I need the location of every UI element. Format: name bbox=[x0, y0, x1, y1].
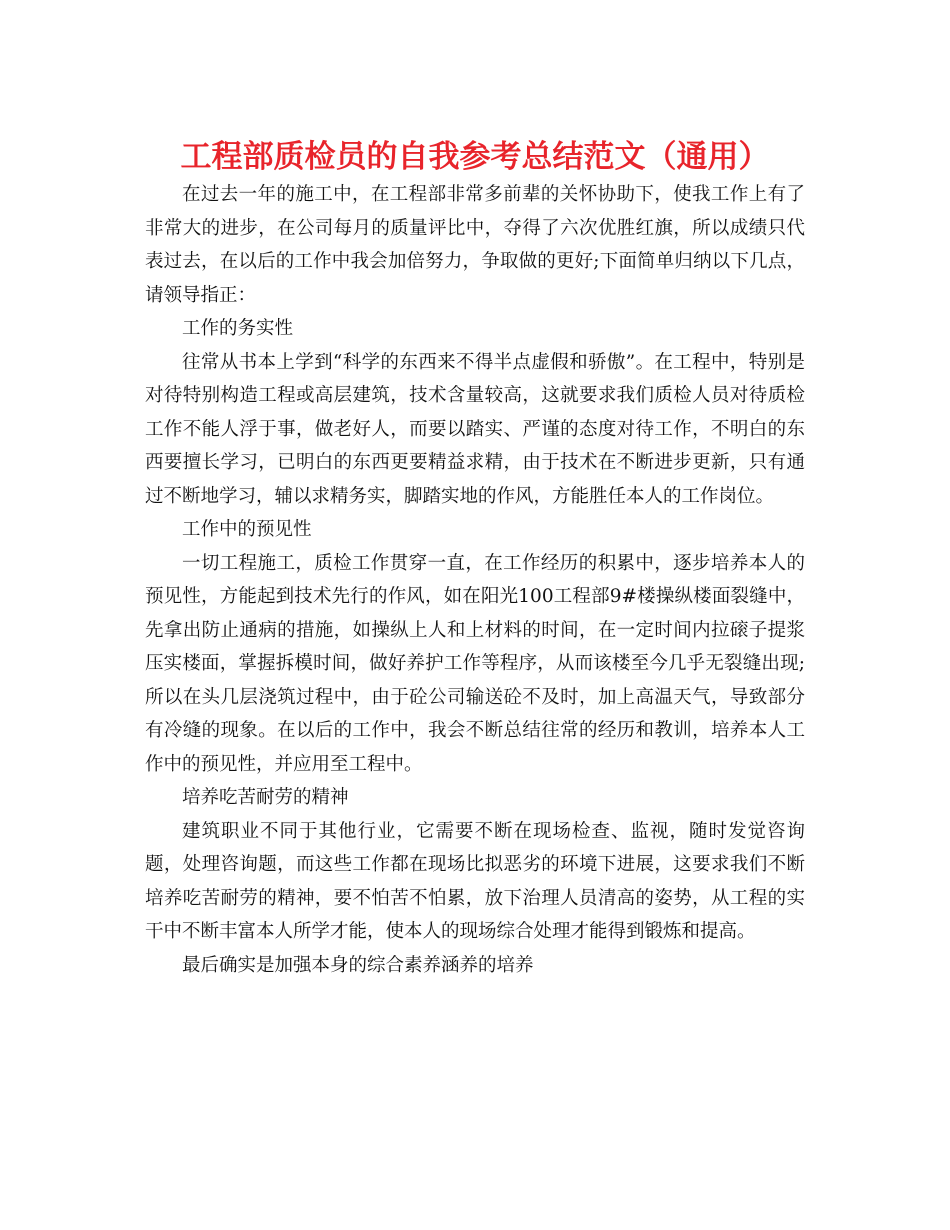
section-heading-foresight: 工作中的预见性 bbox=[182, 519, 312, 540]
paragraph-foresight: 一切工程施工，质检工作贯穿一直，在工作经历的积累中，逐步培养本人的预见性，方能起到技术先行的作风，如在阳光100工程部9#楼操纵楼面裂缝中，先拿出防止通病的措施，如操纵上人和上材料的时间，在一定时间内拉磙子提浆压实楼面，掌握拆模时间，做好养护工作等程序，从而该楼至今几乎无裂缝出现;所以在头几层浇筑过程中，由于砼公司输送砼不及时，加上高温天气，导致部分有冷缝的现象。在以后的工作中，我会不断总结往常的经历和教训，培养本人工作中的预见性，并应用至工程中。 bbox=[145, 552, 805, 775]
paragraph-hardwork: 建筑职业不同于其他行业，它需要不断在现场检查、监视，随时发觉咨询题，处理咨询题，而这些工作都在现场比拟恶劣的环境下进展，这要求我们不断培养吃苦耐劳的精神，要不怕苦不怕累，放下治理人员清高的姿势，从工程的实干中不断丰富本人所学才能，使本人的现场综合处理才能得到锻炼和提高。 bbox=[145, 820, 805, 942]
section-heading-practicality: 工作的务实性 bbox=[182, 318, 294, 339]
section-heading-hardwork: 培养吃苦耐劳的精神 bbox=[182, 787, 349, 808]
document-body bbox=[145, 178, 805, 982]
document-title: 工程部质检员的自我参考总结范文（通用） bbox=[180, 139, 770, 175]
paragraph-intro: 在过去一年的施工中，在工程部非常多前辈的关怀协助下，使我工作上有了非常大的进步，在公司每月的质量评比中，夺得了六次优胜红旗，所以成绩只代表过去，在以后的工作中我会加倍努力，争取做的更好;下面简单归纳以下几点，请领导指正： bbox=[145, 184, 805, 306]
section-heading-final: 最后确实是加强本身的综合素养涵养的培养 bbox=[182, 954, 534, 976]
paragraph-practicality: 往常从书本上学到“科学的东西来不得半点虚假和骄傲”。在工程中，特别是对待特别构造工程或高层建筑，技术含量较高，这就要求我们质检人员对待质检工作不能人浮于事，做老好人，而要以踏实、严谨的态度对待工作，不明白的东西要擅长学习，已明白的东西更要精益求精，由于技术在不断进步更新，只有通过不断地学习，辅以求精务实，脚踏实地的作风，方能胜任本人的工作岗位。 bbox=[145, 351, 805, 507]
